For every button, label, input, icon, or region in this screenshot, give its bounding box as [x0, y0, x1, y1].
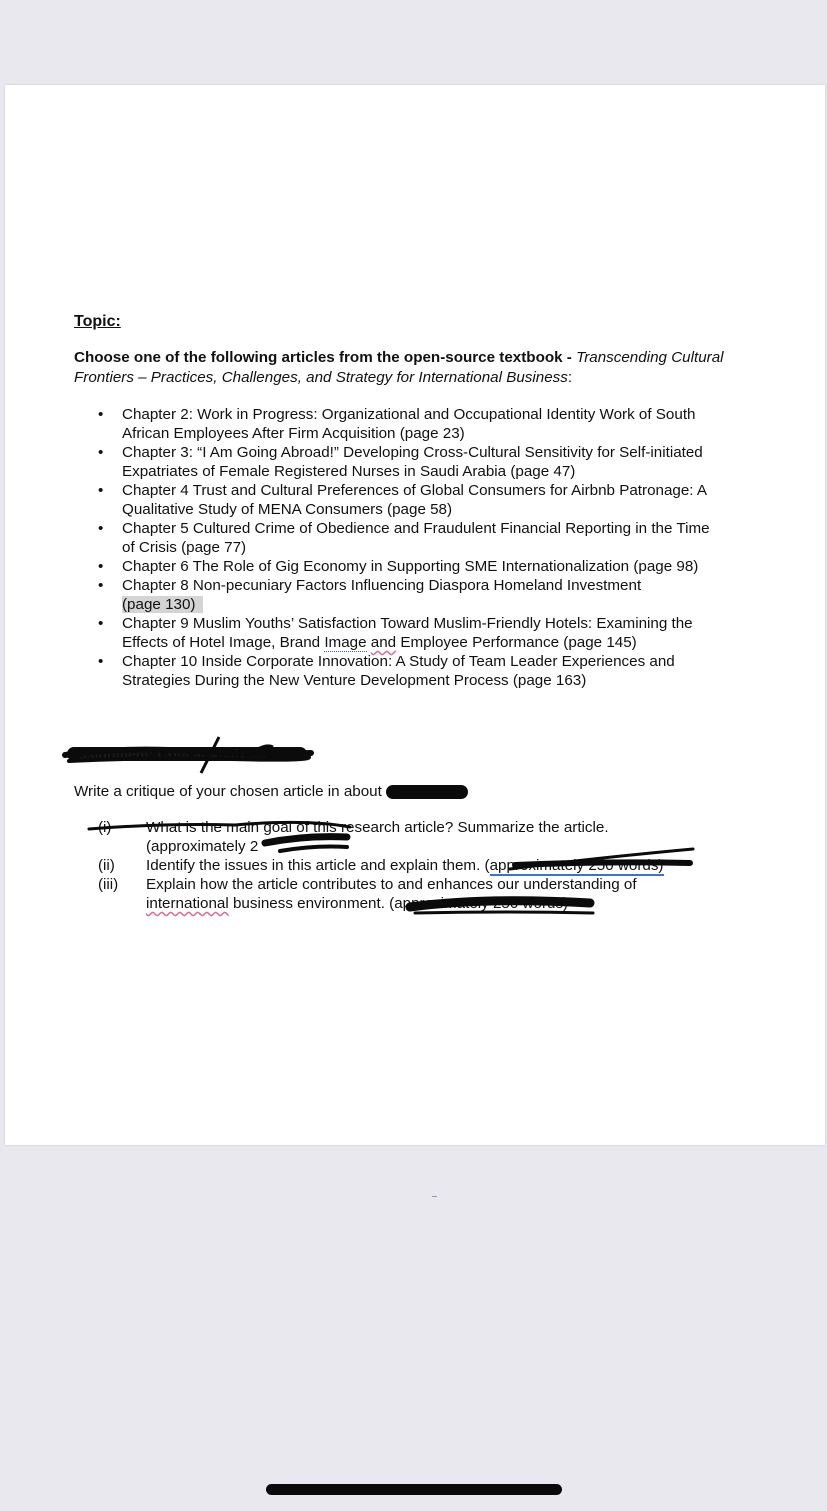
chapter-text: Chapter 3: “I Am Going Abroad!” Developing Cross-Cultural Sensitivity for Self-initiated Expatriates of Female Registered Nurses in Saudi Arabia (page 47) — [122, 444, 703, 480]
chapter-item — [74, 557, 714, 576]
question-number: (iii) — [98, 876, 119, 893]
chapter-item — [74, 576, 714, 614]
home-indicator[interactable] — [266, 1484, 562, 1495]
scribble-redaction — [61, 733, 321, 775]
intro-bold-text: Choose one of the following articles from the open-source textbook - — [74, 349, 577, 366]
bullet-icon: • — [98, 558, 104, 575]
intro-colon: : — [567, 369, 573, 386]
question-text-end: business environment. ( — [228, 895, 395, 912]
chapter-item — [74, 519, 714, 557]
question-hint: approximately 250 words) — [394, 895, 569, 912]
spelling-flag-international: international — [146, 895, 229, 912]
question-text: What is the main goal of this research article? Summarize the article. — [146, 819, 609, 836]
bullet-icon: • — [98, 577, 104, 594]
chapter-list — [74, 405, 714, 690]
chapter-text: Chapter 8 Non-pecuniary Factors Influencing Diaspora Homeland Investment — [122, 577, 642, 594]
bullet-icon: • — [98, 444, 104, 461]
redacted-word-count — [386, 785, 468, 799]
chapter-text: Chapter 2: Work in Progress: Organizational and Occupational Identity Work of South African Employees After Firm Acquisition (page 23) — [122, 406, 696, 442]
question-hint: approximately 250 words) — [489, 857, 664, 874]
write-instruction-text: Write a critique of your chosen article in about — [74, 783, 387, 800]
chapter-item — [74, 443, 714, 481]
bullet-icon: • — [98, 653, 104, 670]
chapter-text: Chapter 5 Cultured Crime of Obedience and Fraudulent Financial Reporting in the Time of Crisis (page 77) — [122, 520, 710, 556]
topic-heading: Topic: — [74, 313, 121, 330]
document-page — [5, 85, 825, 1145]
chapter-item — [74, 481, 714, 519]
question-text: Identify the issues in this article and explain them. ( — [146, 857, 490, 874]
intro-paragraph — [74, 348, 724, 388]
chapter-item — [74, 405, 714, 443]
chapter-item — [74, 652, 714, 690]
question-text: Explain how the article contributes to and enhances our understanding of — [146, 876, 637, 893]
chapter-text: Chapter 6 The Role of Gig Economy in Supporting SME Internationalization (page 98) — [122, 558, 699, 575]
question-number: (ii) — [98, 857, 115, 874]
grammar-flag-image: Image — [324, 634, 367, 651]
bullet-icon: • — [98, 520, 104, 537]
chapter-text: Chapter 4 Trust and Cultural Preferences of Global Consumers for Airbnb Patronage: A Qualitative Study of MENA Consumers (page 58) — [122, 482, 707, 518]
highlighted-page-ref: (page 130) — [122, 596, 203, 613]
chapter-item — [74, 614, 714, 652]
spelling-flag-and: and — [370, 634, 397, 651]
chapter-text: Chapter 10 Inside Corporate Innovation: A Study of Team Leader Experiences and Strategies During the New Venture Development Process (page 163) — [122, 653, 675, 689]
write-instruction — [74, 782, 468, 802]
bullet-icon: • — [98, 482, 104, 499]
chapter-text-end: Employee Performance (page 145) — [396, 634, 637, 651]
tiny-mark — [432, 1196, 437, 1197]
question-number: (i) — [98, 819, 112, 836]
redacted-assignment-heading: ssignment: Critical Analysis — [67, 747, 307, 761]
question-hint: (approximately 2 — [146, 838, 259, 855]
scribble-redaction-questions — [85, 807, 705, 917]
bullet-icon: • — [98, 406, 104, 423]
bullet-icon: • — [98, 615, 104, 632]
chapter-text: Chapter 9 Muslim Youths’ Satisfaction Toward Muslim-Friendly Hotels: Examining the Effects of Hotel Image, Brand — [122, 615, 693, 651]
textbook-title: Transcending Cultural Frontiers – Practices, Challenges, and Strategy for International Business — [74, 349, 724, 386]
